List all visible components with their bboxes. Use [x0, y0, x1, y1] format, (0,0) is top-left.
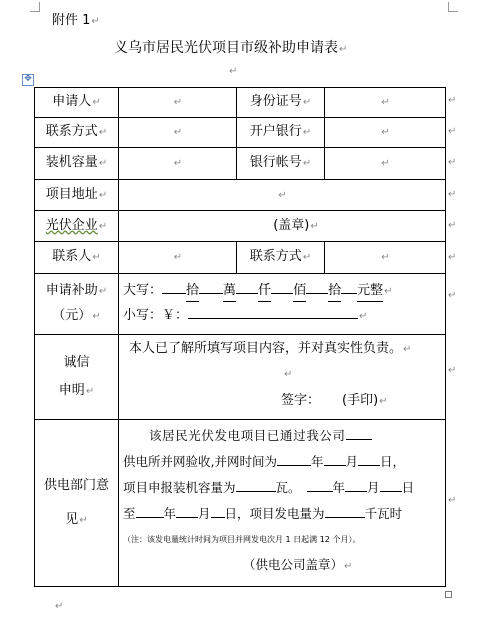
id-number-label: 身份证号↵: [237, 88, 325, 118]
contact2-label: 联系方式↵: [237, 242, 325, 274]
table-row: [35, 88, 446, 118]
applicant-cell[interactable]: ↵: [119, 88, 237, 118]
address-cell[interactable]: ↵: [119, 180, 446, 211]
power-dept-label: 供电部门意 见↵: [35, 420, 119, 587]
address-label: 项目地址↵: [35, 180, 119, 211]
contact-label: 联系方式↵: [35, 118, 119, 148]
page-title: 义乌市居民光伏项目市级补助申请表↵: [114, 40, 348, 56]
table-row: [35, 274, 446, 335]
table-row: [35, 420, 446, 587]
table-resize-handle[interactable]: [445, 591, 452, 598]
integrity-statement[interactable]: 本人已了解所填写项目内容，并对真实性负责。↵ ↵ 签字： (手印)↵: [119, 335, 446, 420]
corner-mark-top-left: [30, 2, 40, 12]
row-end-mark: ↵: [448, 220, 457, 231]
row-end-mark: ↵: [448, 157, 457, 168]
row-end-mark: ↵: [448, 290, 457, 301]
row-end-mark: ↵: [448, 126, 457, 137]
row-end-mark: ↵: [448, 252, 457, 263]
contact-person-label: 联系人↵: [35, 242, 119, 274]
row-end-mark: ↵: [448, 95, 457, 106]
pv-company-seal[interactable]: (盖章)↵: [119, 211, 446, 242]
table-row: [35, 118, 446, 148]
table-row: [35, 242, 446, 274]
account-cell[interactable]: ↵: [325, 148, 446, 180]
table-row: [35, 148, 446, 180]
signature-line: 签字： (手印)↵: [281, 393, 388, 408]
integrity-label: 诚信 申明↵: [35, 335, 119, 420]
table-move-handle-icon[interactable]: ✥: [22, 74, 34, 86]
power-dept-opinion[interactable]: 该居民光伏发电项目已通过我公司 供电所并网验收,并网时间为 年 月 日， 项目申报装机容量为 瓦。 年 月 日 至 年 月 日，项目发电量为 千瓦时 （注：该发电量统计时间为项目并网发电次月 1 日起满 12 个月）。 （供电公司盖章）↵: [119, 420, 446, 587]
contact2-cell[interactable]: ↵: [325, 242, 446, 274]
id-number-cell[interactable]: ↵: [325, 88, 446, 118]
applicant-label: 申请人↵: [35, 88, 119, 118]
bank-cell[interactable]: ↵: [325, 118, 446, 148]
attachment-label: 附件 1↵: [52, 13, 100, 28]
subsidy-label: 申请补助↵ （元）↵: [35, 274, 119, 335]
table-row: [35, 335, 446, 420]
capacity-cell[interactable]: ↵: [119, 148, 237, 180]
account-label: 银行帐号↵: [237, 148, 325, 180]
row-end-mark: ↵: [448, 365, 457, 376]
row-end-mark: ↵: [448, 189, 457, 200]
paragraph-mark: ↵: [229, 66, 238, 77]
subsidy-amount[interactable]: [119, 274, 446, 335]
pv-company-label: 光伏企业↵: [35, 211, 119, 242]
table-row: [35, 180, 446, 211]
corner-mark-top-right: [448, 2, 458, 12]
contact-cell[interactable]: ↵: [119, 118, 237, 148]
bank-label: 开户银行↵: [237, 118, 325, 148]
table-row: [35, 211, 446, 242]
power-company-seal: （供电公司盖章）↵: [243, 557, 353, 572]
contact-person-cell[interactable]: ↵: [119, 242, 237, 274]
row-end-mark: ↵: [448, 495, 457, 506]
amount-in-figures[interactable]: 小写：￥： ↵: [123, 308, 368, 323]
application-form-table: [34, 87, 446, 587]
amount-in-words[interactable]: 大写： 拾 萬 仟 佰 拾 元整↵: [123, 281, 445, 302]
capacity-label: 装机容量↵: [35, 148, 119, 180]
paragraph-mark: ↵: [55, 601, 64, 612]
